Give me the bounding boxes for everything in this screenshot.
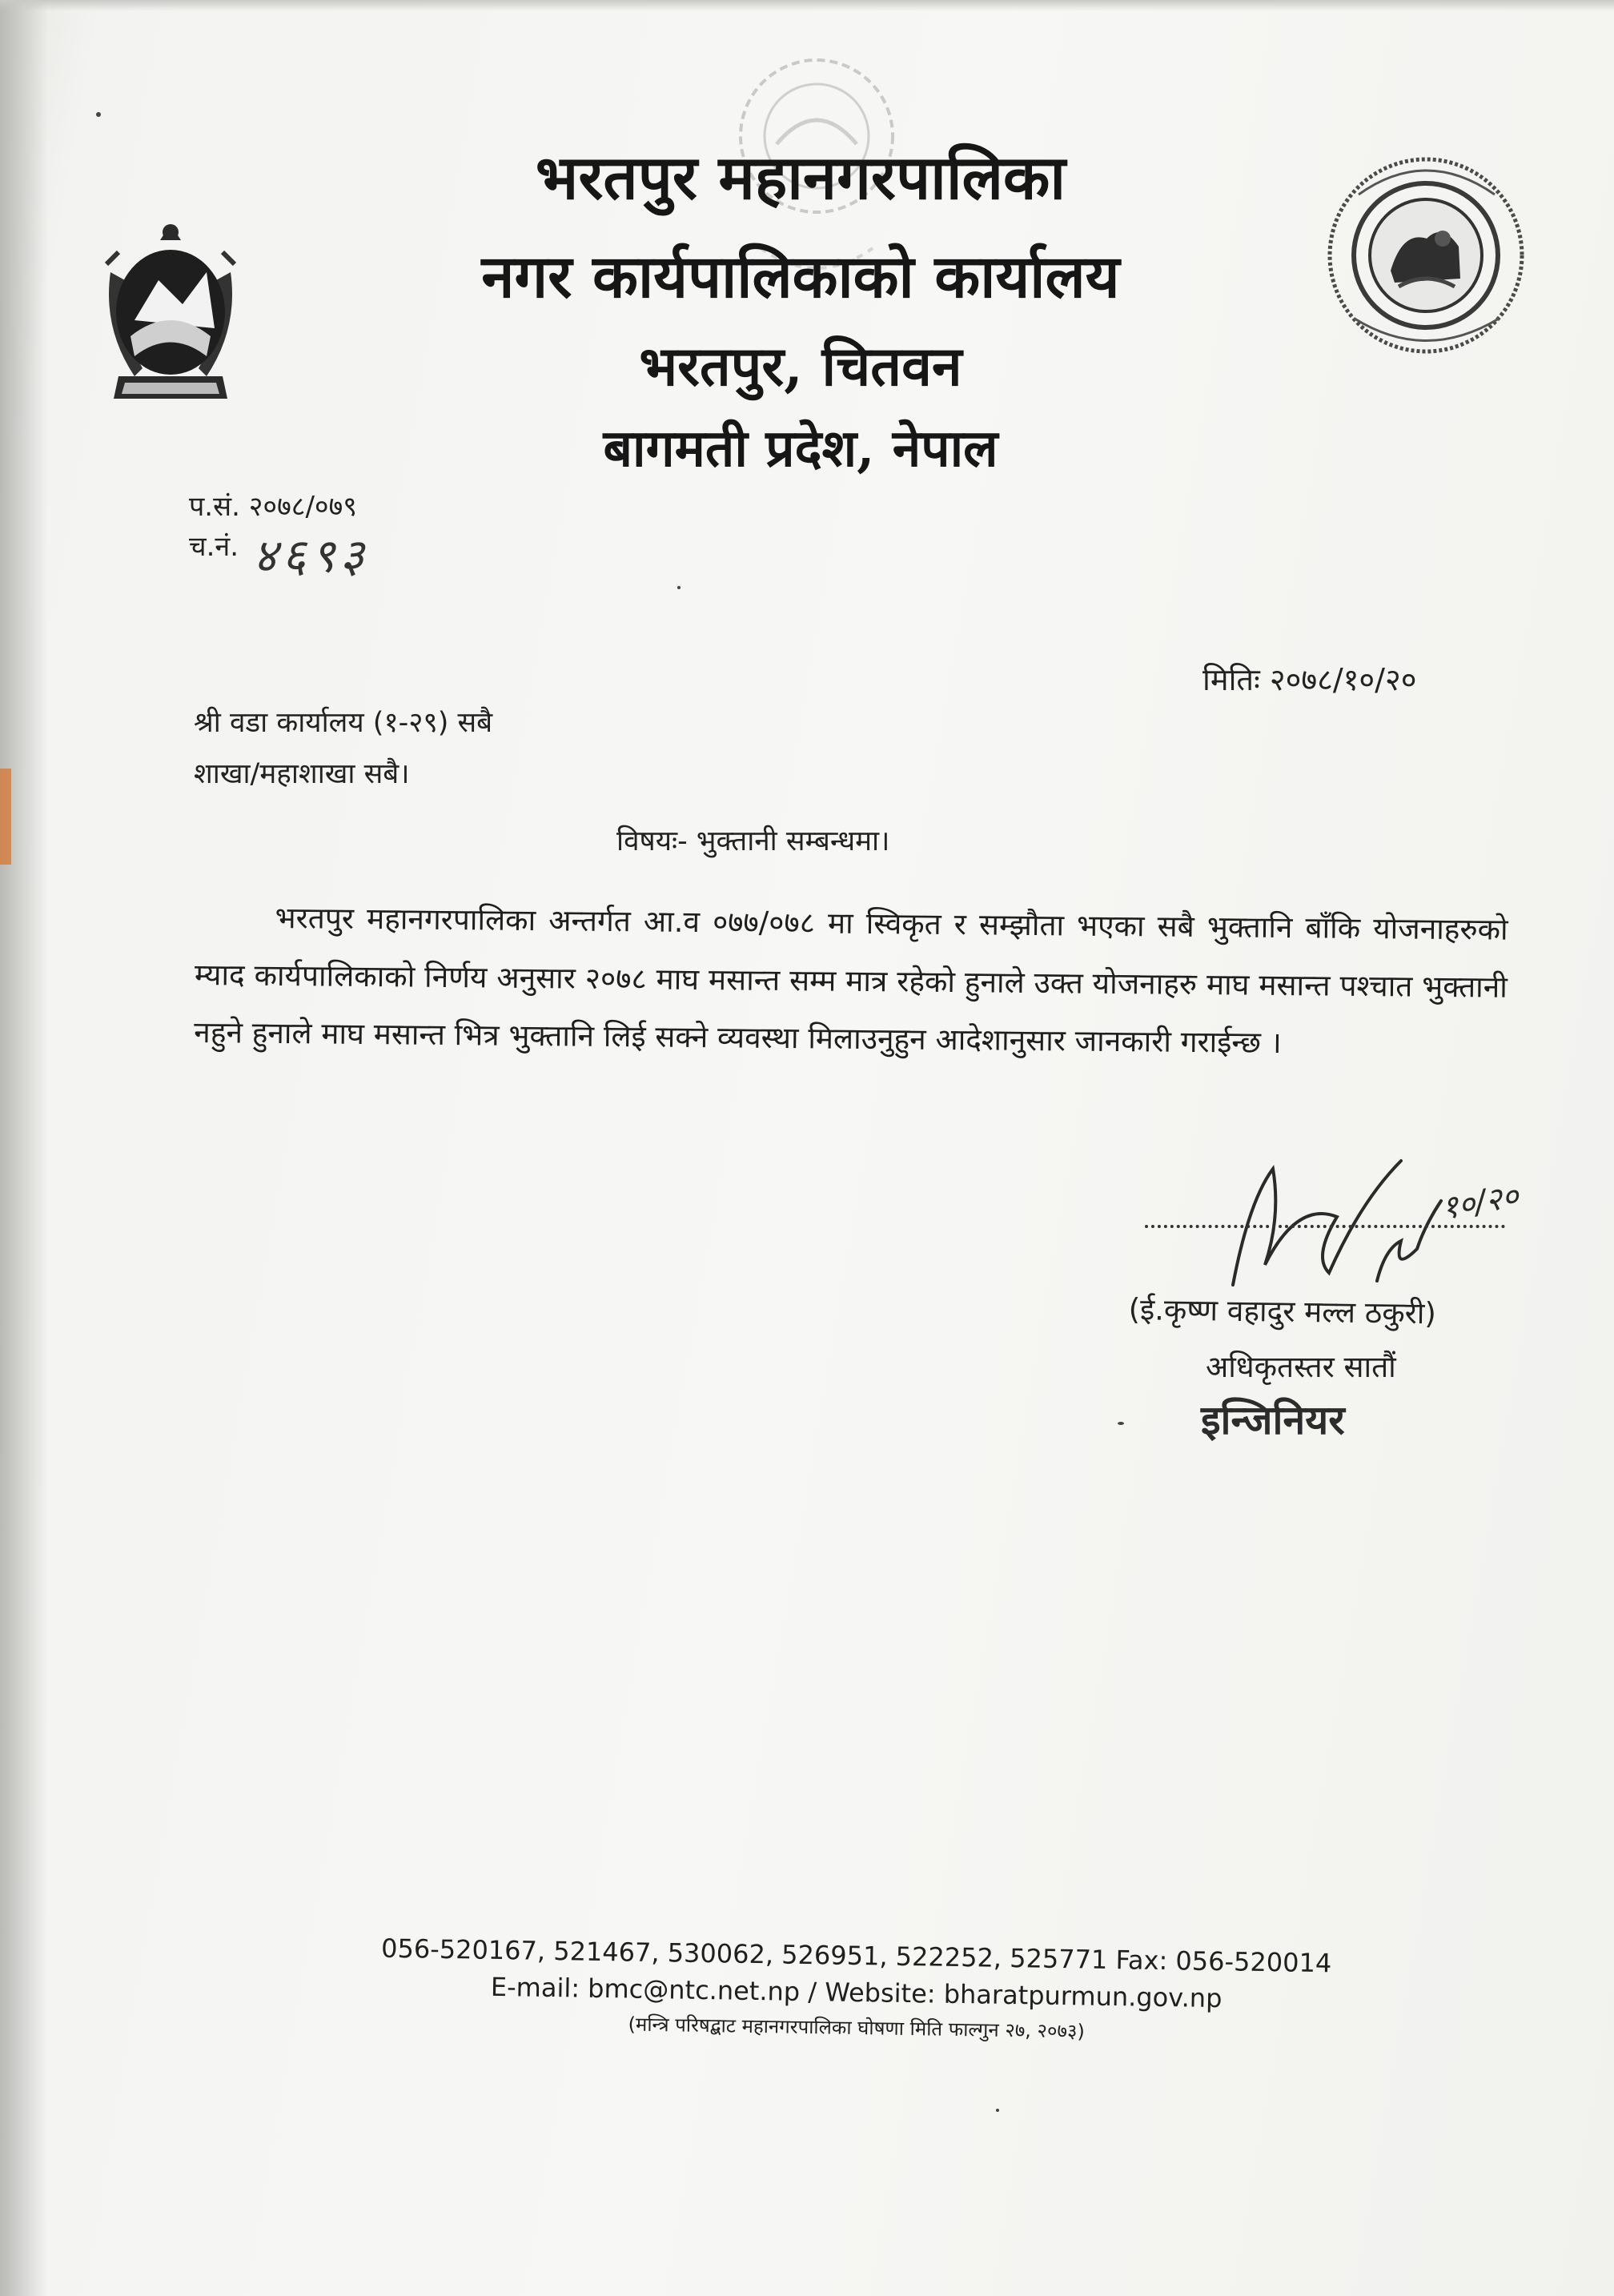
reference-cn-label: च.नं. xyxy=(189,531,239,563)
letterhead-line-4: बागमती प्रदेश, नेपाल xyxy=(603,419,998,479)
scan-edge-shadow xyxy=(0,0,48,2296)
scan-edge-mark xyxy=(0,769,11,865)
scan-speck xyxy=(1118,1422,1124,1425)
bharatpur-seal-icon xyxy=(1323,151,1529,360)
letterhead-line-3: भरतपुर, चितवन xyxy=(639,335,962,399)
scan-speck xyxy=(996,2109,999,2112)
scan-speck xyxy=(677,586,681,589)
footer-contact: E-mail: bmc@ntc.net.np / Website: bharatpurmun.gov.np xyxy=(490,1971,1223,2014)
scan-speck xyxy=(96,112,101,117)
footer-phones: 056-520167, 521467, 530062, 526951, 522252, 525771 Fax: 056-520014 xyxy=(380,1933,1332,1979)
signatory-name: (ई.कृष्ण वहादुर मल्ल ठकुरी) xyxy=(1128,1291,1437,1331)
reference-ps: प.सं. २०७८/०७९ xyxy=(189,491,357,523)
signatory-title: अधिकृतस्तर सातौं xyxy=(1206,1350,1396,1384)
letter-body: भरतपुर महानगरपालिका अन्तर्गत आ.व ०७७/०७८ मा स्विकृत र सम्झौता भएका सबै भुक्तानि बाँकि योजनाहरुको म्याद कार्यपालिकाको निर्णय अनुसार २०७८ माघ मसान्त सम्म मात्र रहेको हुनाले उक्त योजनाहरु माघ मसान्त पश्चात भुक्तानी नहुने हुनाले माघ मसान्त भित्र भुक्तानि लिई सक्ने व्यवस्था मिलाउनुहुन आदेशानुसार जानकारी गराईन्छ । xyxy=(194,900,1508,1061)
nepal-emblem-icon xyxy=(86,216,255,416)
signatory-role-stamp: इन्जिनियर xyxy=(1201,1396,1345,1443)
letterhead-line-1: भरतपुर महानगरपालिका xyxy=(535,142,1066,213)
reference-cn-handwritten: ४६९३ xyxy=(253,528,369,583)
recipient-line: श्री वडा कार्यालय (१-२९) सबै xyxy=(194,707,493,739)
scan-top-shadow xyxy=(0,0,1614,11)
letterhead-line-2: नगर कार्यपालिकाको कार्यालय xyxy=(481,243,1120,311)
letter-subject: विषयः- भुक्तानी सम्बन्धमा। xyxy=(616,825,890,857)
recipient-line: शाखा/महाशाखा सबै। xyxy=(194,758,410,790)
footer-note: (मन्त्रि परिषद्बाट महानगरपालिका घोषणा मिति फाल्गुन २७, २०७३) xyxy=(628,2013,1086,2043)
signature-handwritten-date: १०/२० xyxy=(1439,1177,1522,1228)
letter-date: मितिः २०७८/१०/२० xyxy=(1202,662,1417,697)
